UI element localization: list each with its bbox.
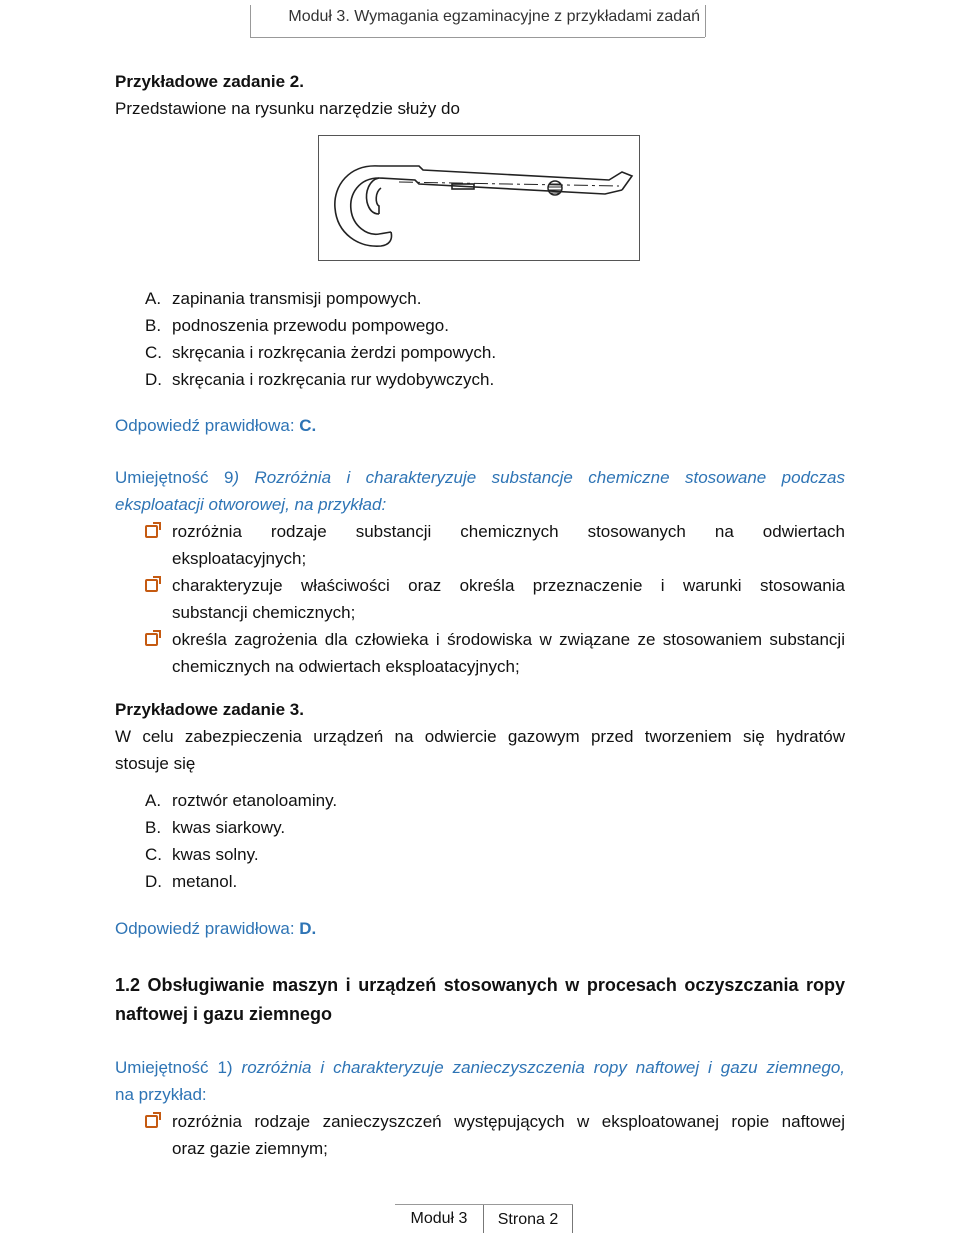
section-heading-line1: 1.2 Obsługiwanie maszyn i urządzeń stosowanych w procesach oczyszczania ropy — [115, 975, 845, 995]
list-item: rozróżnia rodzaje zanieczyszczeń występujących w eksploatowanej ropie naftowej — [172, 1112, 845, 1131]
correct-label: Odpowiedź prawidłowa: — [115, 919, 300, 938]
skill9-title — [115, 464, 845, 491]
answer-text: skręcania i rozkręcania żerdzi pompowych. — [172, 343, 497, 362]
skill9-title-line1: ) Rozróżnia i charakteryzuje substancje chemiczne stosowane podczas — [233, 468, 845, 487]
tool-figure — [318, 135, 640, 261]
answer-text: roztwór etanoloaminy. — [172, 791, 338, 810]
footer-module: Moduł 3 — [410, 1210, 468, 1227]
task3-question-line2: stosuje się — [115, 754, 196, 773]
answer-letter: C. — [145, 343, 162, 362]
answer-text: metanol. — [172, 872, 238, 891]
section-heading-line2: naftowej i gazu ziemnego — [115, 1004, 333, 1024]
skill1-title-line1: rozróżnia i charakteryzuje zanieczyszczenia ropy naftowej i gazu ziemnego, — [241, 1058, 845, 1077]
page-header-title: Moduł 3. Wymagania egzaminacyjne z przykładami zadań — [288, 8, 700, 25]
answer-text: zapinania transmisji pompowych. — [172, 289, 422, 308]
answer-letter: D. — [145, 872, 162, 891]
skill1-title-line2: na przykład: — [115, 1085, 207, 1104]
footer-page-number: Strona 2 — [483, 1204, 573, 1233]
answer-text: skręcania i rozkręcania rur wydobywczych. — [172, 370, 495, 389]
list-item-cont: eksploatacyjnych; — [172, 549, 307, 568]
list-item-cont: substancji chemicznych; — [172, 603, 356, 622]
answer-letter: B. — [145, 818, 162, 837]
header-rule — [250, 37, 705, 38]
correct-label: Odpowiedź prawidłowa: — [115, 416, 300, 435]
answer-letter: A. — [145, 791, 162, 810]
correct-value: C. — [299, 416, 317, 435]
answer-letter: C. — [145, 845, 162, 864]
checkbox-bullet-icon — [145, 579, 158, 592]
task2-correct-answer — [115, 412, 316, 439]
task2-heading: Przykładowe zadanie 2. — [115, 72, 304, 91]
list-item-cont: chemicznych na odwiertach eksploatacyjnych; — [172, 657, 520, 676]
task2-question: Przedstawione na rysunku narzędzie służy do — [115, 99, 460, 118]
skill9-title-line2: eksploatacji otworowej, na przykład: — [115, 495, 387, 514]
answer-letter: D. — [145, 370, 162, 389]
correct-value: D. — [299, 919, 317, 938]
checkbox-bullet-icon — [145, 525, 158, 538]
list-item: określa zagrożenia dla człowieka i środowiska w związane ze stosowaniem substancji — [172, 630, 845, 649]
list-item-cont: oraz gazie ziemnym; — [172, 1139, 328, 1158]
list-item: charakteryzuje właściwości oraz określa przeznaczenie i warunki stosowania — [172, 576, 845, 595]
list-item: rozróżnia rodzaje substancji chemicznych stosowanych na odwiertach — [172, 522, 845, 541]
task3-correct-answer — [115, 915, 316, 942]
answer-letter: B. — [145, 316, 162, 335]
skill1-prefix: Umiejętność 1) — [115, 1058, 242, 1077]
answer-letter: A. — [145, 289, 162, 308]
skill9-prefix: Umiejętność 9 — [115, 468, 234, 487]
answer-text: kwas solny. — [172, 845, 259, 864]
footer-rule — [395, 1204, 573, 1205]
answer-text: podnoszenia przewodu pompowego. — [172, 316, 449, 335]
task3-heading: Przykładowe zadanie 3. — [115, 700, 304, 719]
checkbox-bullet-icon — [145, 633, 158, 646]
hook-wrench-drawing — [319, 136, 639, 260]
header-rule-right — [705, 5, 706, 37]
answer-text: kwas siarkowy. — [172, 818, 286, 837]
checkbox-bullet-icon — [145, 1115, 158, 1128]
task3-question-line1: W celu zabezpieczenia urządzeń na odwiercie gazowym przed tworzeniem się hydratów — [115, 727, 845, 746]
header-rule-left — [250, 5, 251, 37]
skill1-title — [115, 1054, 845, 1081]
